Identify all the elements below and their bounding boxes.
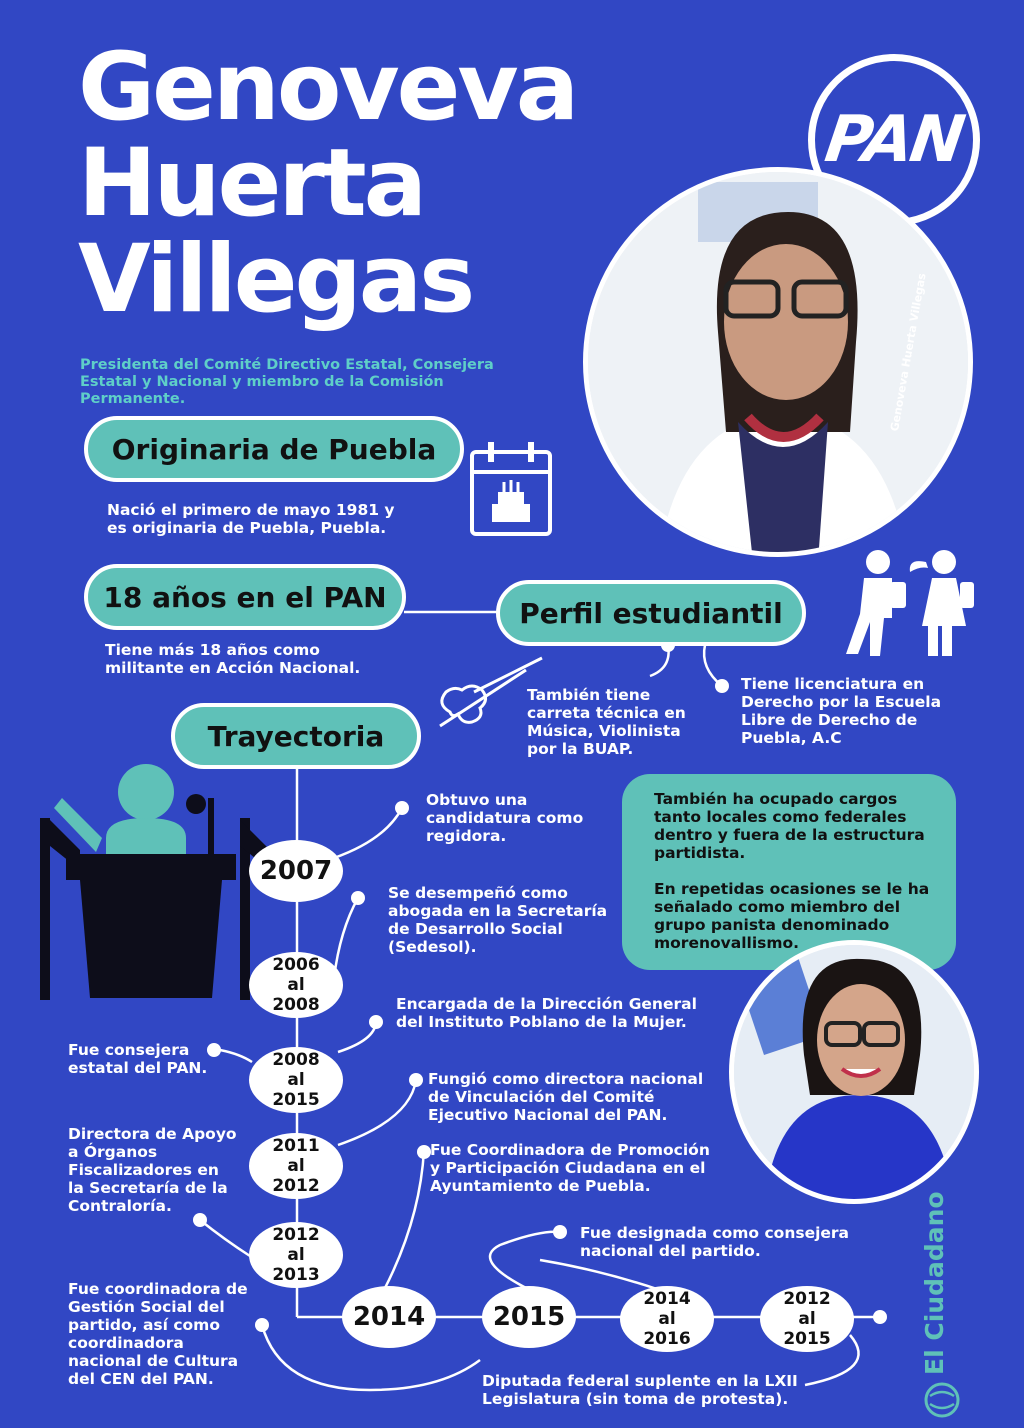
subtitle: Presidenta del Comité Directivo Estatal, Consejera Estatal y Nacional y miembro de la Comisión Permanente. [80, 357, 494, 407]
year-2011-2012: 2011 al 2012 [249, 1133, 343, 1199]
event-candidatura: Obtuvo una candidatura como regidora. [426, 791, 584, 845]
event-vinculacion: Fungió como directora nacional de Vinculación del Comité Ejecutivo Nacional del PAN. [428, 1070, 704, 1124]
event-participacion-ciudadana: Fue Coordinadora de Promoción y Participación Ciudadana en el Ayuntamiento de Puebla. [430, 1141, 710, 1195]
pan-logo-text: PAN [821, 103, 967, 177]
year-2012-2013: 2012 al 2013 [249, 1222, 343, 1288]
event-consejera-nacional: Fue designada como consejera nacional del partido. [580, 1224, 850, 1260]
party-title: 18 años en el PAN [103, 580, 387, 614]
violin-icon [430, 652, 550, 736]
brand-logo [920, 1191, 960, 1420]
origin-text: Nació el primero de mayo 1981 y es originaria de Puebla, Puebla. [107, 501, 395, 537]
event-gestion-social: Fue coordinadora de Gestión Social del partido, así como coordinadora nacional de Cultura del CEN del PAN. [68, 1280, 248, 1388]
origin-pill [84, 416, 464, 482]
student-music-text: También tiene carreta técnica en Música, Violinista por la BUAP. [527, 686, 686, 758]
info-box [622, 774, 956, 970]
portrait-photo [583, 167, 973, 557]
portrait-illustration [588, 172, 973, 557]
calendar-cake-icon [466, 440, 556, 544]
podium-speaker-icon [36, 758, 281, 1008]
year-2012-2015: 2012 al 2015 [760, 1286, 854, 1352]
party-pill [84, 564, 406, 630]
page-title [78, 33, 577, 334]
photo-caption: Genoveva Huerta Villegas [888, 272, 929, 433]
year-2014: 2014 [342, 1286, 436, 1348]
event-diputada-suplente: Diputada federal suplente en la LXII Legislatura (sin toma de protesta). [482, 1372, 798, 1408]
students-icon [836, 548, 986, 662]
year-2015: 2015 [482, 1286, 576, 1348]
event-consejera-estatal: Fue consejera estatal del PAN. [68, 1041, 208, 1077]
event-contraloria: Directora de Apoyo a Órganos Fiscalizadores en la Secretaría de la Contraloría. [68, 1125, 237, 1215]
year-2007: 2007 [249, 840, 343, 902]
trajectory-title: Trayectoria [207, 719, 385, 753]
year-2014-2016: 2014 al 2016 [620, 1286, 714, 1352]
student-pill [496, 580, 806, 646]
party-text: Tiene más 18 años como militante en Acción Nacional. [105, 641, 361, 677]
info-box-paragraph-1: También ha ocupado cargos tanto locales como federales dentro y fuera de la estructura partidista. [654, 790, 925, 862]
student-title: Perfil estudiantil [519, 596, 783, 630]
origin-title: Originaria de Puebla [111, 432, 437, 466]
name-line-1: Genoveva [78, 33, 577, 142]
event-instituto-mujer: Encargada de la Dirección General del Instituto Poblano de la Mujer. [396, 995, 697, 1031]
info-box-paragraph-2: En repetidas ocasiones se le ha señalado como miembro del grupo panista denominado morenovallismo. [654, 880, 930, 952]
brand-globe-icon [922, 1380, 962, 1420]
student-law-text: Tiene licenciatura en Derecho por la Escuela Libre de Derecho de Puebla, A.C [741, 675, 942, 747]
year-2006-2008: 2006 al 2008 [249, 952, 343, 1018]
name-line-2: Huerta [78, 129, 425, 238]
brand-name: El Ciudadano [920, 1191, 949, 1375]
name-line-3: Villegas [78, 225, 473, 334]
smiling-photo [729, 940, 979, 1204]
year-2008-2015: 2008 al 2015 [249, 1047, 343, 1113]
event-sedesol: Se desempeñó como abogada en la Secretaría de Desarrollo Social (Sedesol). [388, 884, 608, 956]
smiling-illustration [734, 945, 979, 1204]
